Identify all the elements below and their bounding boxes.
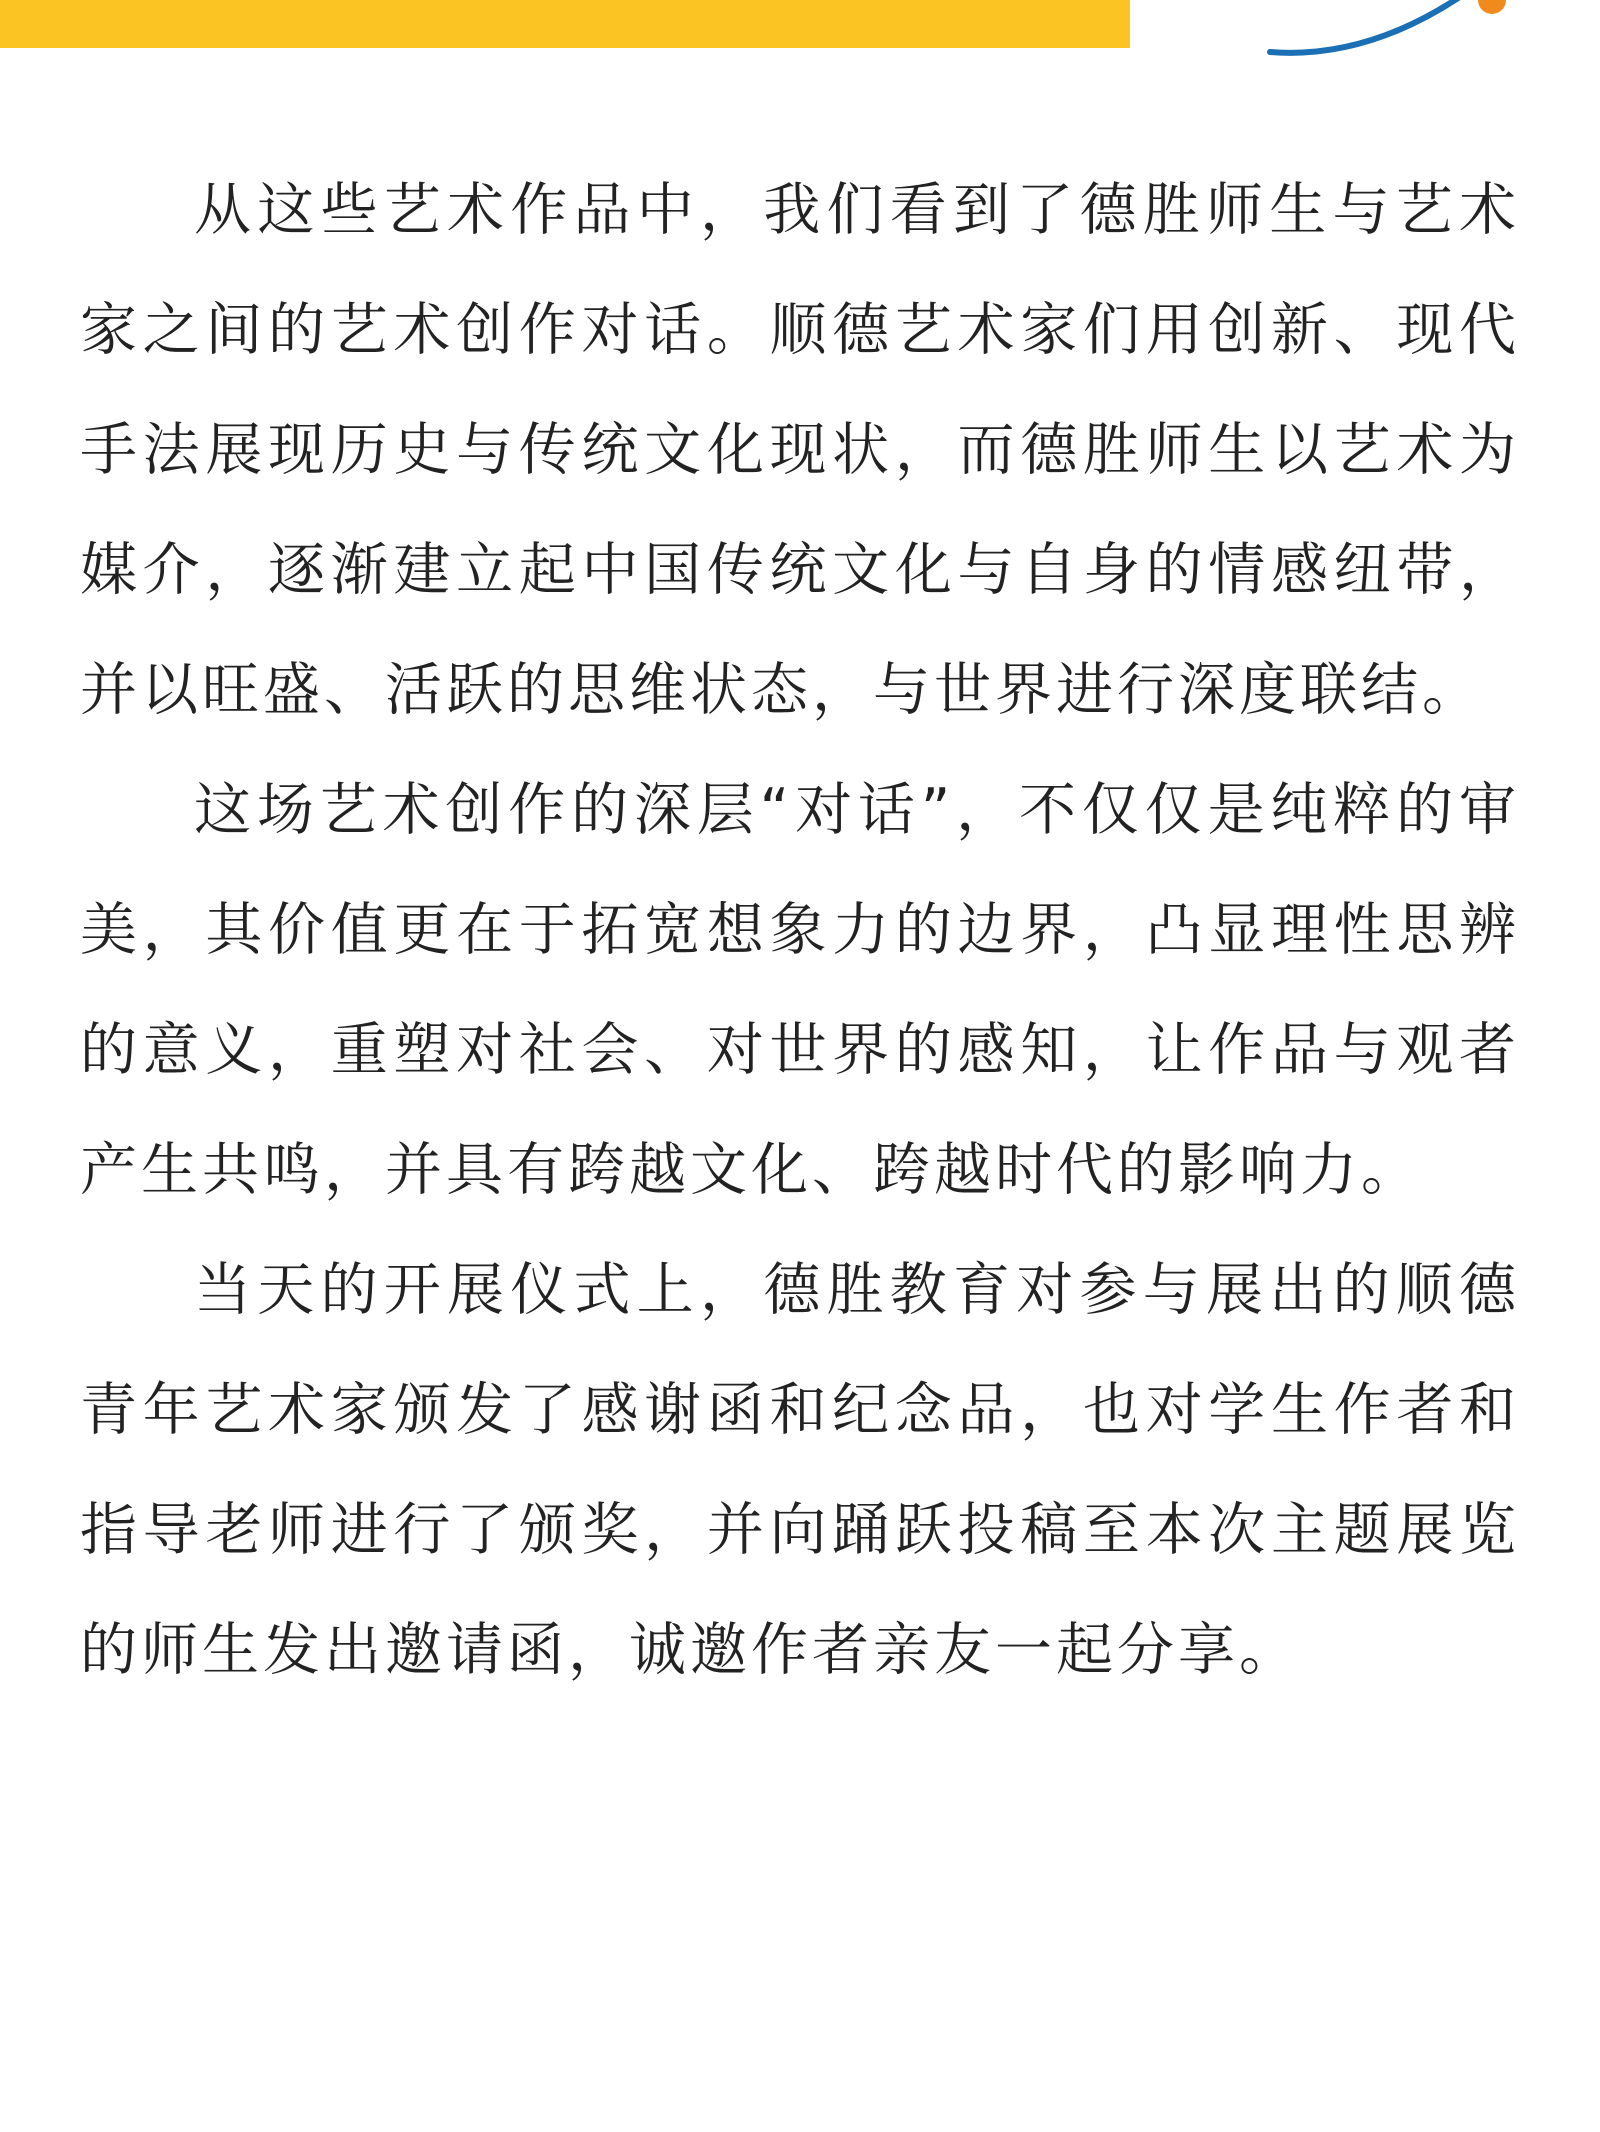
corner-logo-icon — [1260, 0, 1600, 70]
top-accent-bar — [0, 0, 1130, 48]
logo-dot — [1478, 0, 1506, 14]
article-body — [80, 150, 1520, 1710]
paragraph-1: 从这些艺术作品中，我们看到了德胜师生与艺术家之间的艺术创作对话。顺德艺术家们用创新、现代手法展现历史与传统文化现状，而德胜师生以艺术为媒介，逐渐建立起中国传统文化与自身的情感纽带，并以旺盛、活跃的思维状态，与世界进行深度联结。 — [80, 177, 1520, 723]
paragraph-2: 这场艺术创作的深层“对话”，不仅仅是纯粹的审美，其价值更在于拓宽想象力的边界，凸显理性思辨的意义，重塑对社会、对世界的感知，让作品与观者产生共鸣，并具有跨越文化、跨越时代的影响力。 — [80, 777, 1520, 1203]
paragraph-3: 当天的开展仪式上，德胜教育对参与展出的顺德青年艺术家颁发了感谢函和纪念品，也对学生作者和指导老师进行了颁奖，并向踊跃投稿至本次主题展览的师生发出邀请函，诚邀作者亲友一起分享。 — [80, 1257, 1520, 1683]
logo-arc — [1270, 0, 1470, 53]
